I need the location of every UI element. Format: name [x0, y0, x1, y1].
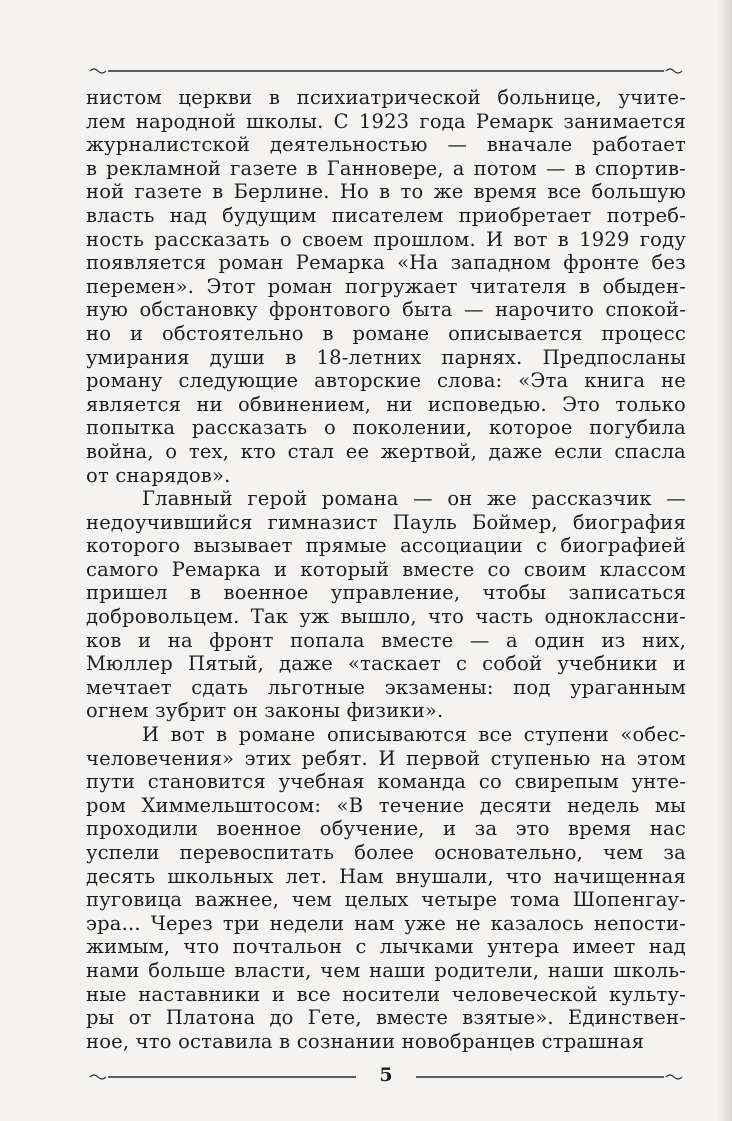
- text-line: недоучившийся гимназист Пауль Боймер, биография: [86, 510, 686, 534]
- text-line: пришел в военное управление, чтобы записаться: [86, 581, 686, 605]
- text-line: эра... Через три недели нам уже не казалось непости-: [86, 911, 686, 935]
- text-line: Главный герой романа — он же рассказчик —: [142, 487, 686, 511]
- text-line: ную обстановку фронтового быта — нарочито спокой-: [86, 298, 686, 322]
- text-line: роману следующие авторские слова: «Эта книга не: [86, 369, 686, 393]
- text-line: перемен». Этот роман погружает читателя в обыден-: [86, 274, 686, 298]
- text-line: ры от Платона до Гете, вместе взятые». Единствен-: [86, 1006, 686, 1030]
- text-line: добровольцем. Так уж вышло, что часть одноклассни-: [86, 605, 686, 629]
- text-line: от снарядов».: [86, 463, 231, 487]
- text-line: лем народной школы. С 1923 года Ремарк занимается: [86, 109, 686, 133]
- text-line: власть над будущим писателем приобретает потреб-: [86, 203, 686, 227]
- paragraph: [86, 487, 686, 723]
- text-line: пуговица важнее, чем целых четыре тома Шопенгау-: [86, 888, 686, 912]
- text-line: ков и на фронт попала вместе — а один из них,: [86, 628, 686, 652]
- text-line: И вот в романе описываются все ступени «обес-: [142, 723, 686, 747]
- page-number: 5: [356, 1064, 416, 1086]
- text-line: ные наставники и все носители человеческой культу-: [86, 982, 686, 1006]
- text-line: но и обстоятельно в романе описывается процесс: [86, 321, 686, 345]
- text-line: Мюллер Пятый, даже «таскает с собой учебники и: [86, 652, 686, 676]
- text-line: десять школьных лет. Нам внушали, что начищенная: [86, 864, 686, 888]
- text-line: которого вызывает прямые ассоциации с биографией: [86, 534, 686, 558]
- page-edge-shadow: [718, 0, 732, 1121]
- text-line: самого Ремарка и который вместе со своим классом: [86, 557, 686, 581]
- text-line: успели перевоспитать более основательно, чем за: [86, 841, 686, 864]
- text-line: в рекламной газете в Ганновере, а потом — в спортив-: [86, 156, 686, 180]
- text-line: ной газете в Берлине. Но в то же время все большую: [86, 180, 686, 204]
- text-line: ное, что оставила в сознании новобранцев страшная: [86, 1029, 645, 1053]
- text-line: нами больше власти, чем наши родители, наши школь-: [86, 958, 686, 982]
- text-line: жимым, что почтальон с лычками унтера имеет над: [86, 935, 686, 959]
- text-line: ром Химмельштосом: «В течение десяти недель мы: [86, 793, 686, 817]
- paragraph: [86, 86, 686, 487]
- text-line: журналистской деятельностью — вначале работает: [86, 133, 686, 157]
- top-ornament-rule: [88, 66, 684, 76]
- text-line: мечтает сдать льготные экзамены: под ураганным: [86, 675, 686, 699]
- text-line: проходили военное обучение, и за это время нас: [86, 817, 686, 841]
- text-line: появляется роман Ремарка «На западном фронте без: [86, 251, 686, 275]
- text-line: ность рассказать о своем прошлом. И вот в 1929 году: [86, 227, 686, 251]
- text-line: попытка рассказать о поколении, которое погубила: [86, 416, 686, 440]
- text-line: нистом церкви в психиатрической больнице, учите-: [86, 86, 686, 109]
- text-line: пути становится учебная команда со свирепым унте-: [86, 770, 686, 794]
- text-line: огнем зубрит он законы физики».: [86, 699, 444, 723]
- body-text: [86, 86, 686, 1053]
- text-line: является ни обвинением, ни исповедью. Это только: [86, 392, 686, 416]
- text-line: война, о тех, кто стал ее жертвой, даже если спасла: [86, 439, 686, 463]
- text-line: человечения» этих ребят. И первой ступенью на этом: [86, 746, 686, 770]
- text-line: умирания души в 18-летних парнях. Предпосланы: [86, 345, 686, 369]
- paragraph: [86, 723, 686, 1053]
